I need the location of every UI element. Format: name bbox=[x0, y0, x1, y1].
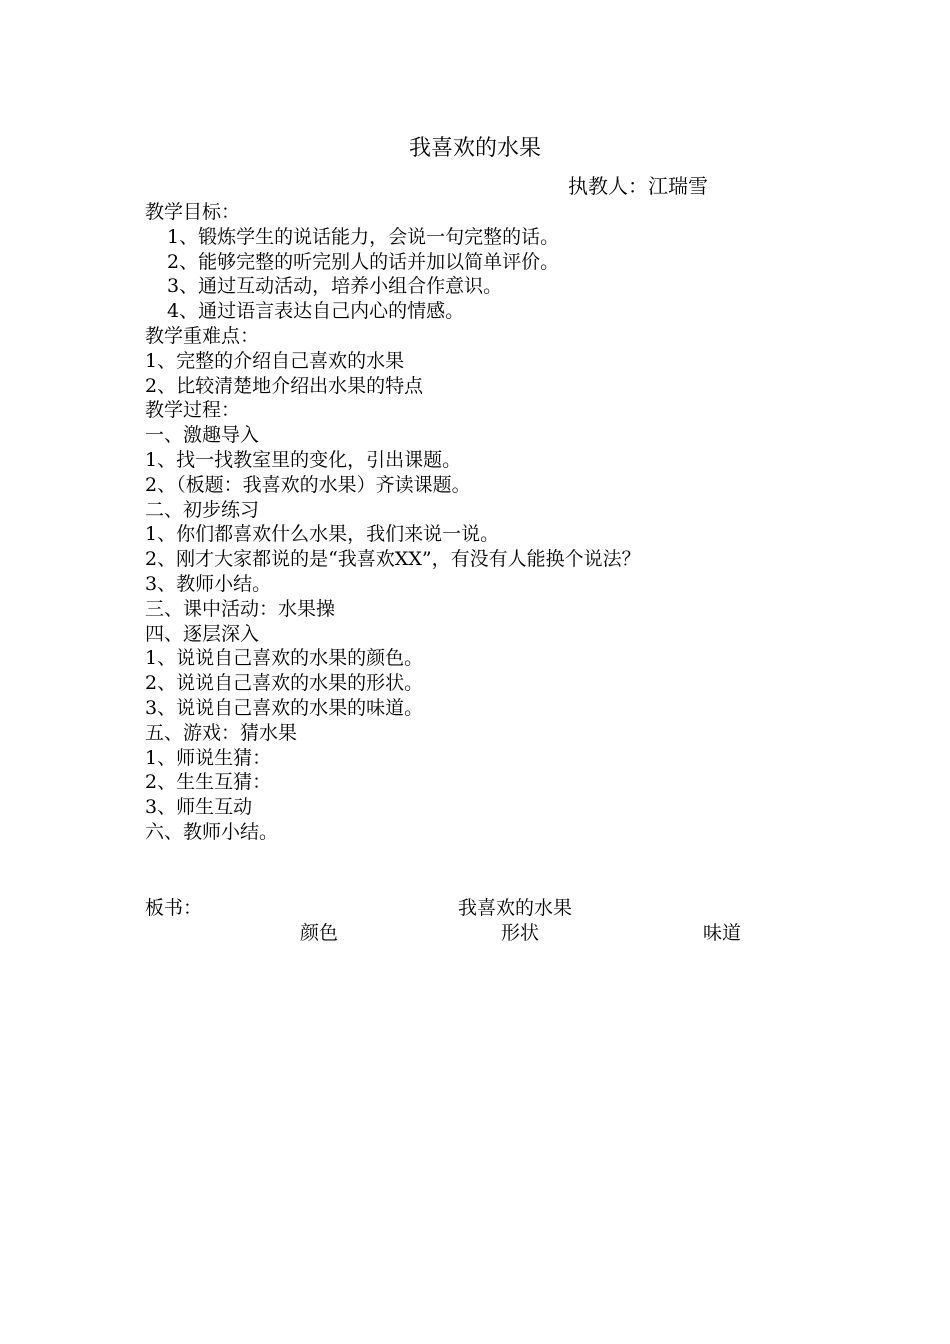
goal-item: 1、锻炼学生的说话能力，会说一句完整的话。 bbox=[167, 225, 560, 248]
key-point-item: 1、完整的介绍自己喜欢的水果 bbox=[145, 349, 405, 372]
process-heading: 教学过程： bbox=[145, 399, 241, 422]
board-item-taste: 味道 bbox=[703, 922, 742, 944]
process-section-4: 四、逐层深入 bbox=[145, 622, 260, 645]
process-item: 1、说说自己喜欢的水果的颜色。 bbox=[145, 647, 424, 670]
goals-heading: 教学目标： bbox=[145, 201, 241, 223]
process-section-1: 一、激趣导入 bbox=[145, 424, 260, 447]
key-points-heading: 教学重难点： bbox=[145, 324, 260, 347]
board-title: 我喜欢的水果 bbox=[458, 897, 573, 919]
process-section-2: 二、初步练习 bbox=[145, 498, 260, 521]
process-section-5: 五、游戏：猜水果 bbox=[145, 721, 298, 744]
board-item-color: 颜色 bbox=[300, 922, 339, 944]
document-title: 我喜欢的水果 bbox=[408, 136, 541, 161]
process-item: 1、师说生猜： bbox=[145, 746, 272, 769]
process-item: 3、师生互动 bbox=[145, 796, 253, 819]
process-item: 2、（板题：我喜欢的水果）齐读课题。 bbox=[145, 473, 471, 496]
process-item: 2、说说自己喜欢的水果的形状。 bbox=[145, 672, 424, 695]
process-item: 1、找一找教室里的变化，引出课题。 bbox=[145, 448, 462, 471]
goal-item: 2、能够完整的听完别人的话并加以简单评价。 bbox=[167, 250, 560, 273]
board-label: 板书： bbox=[145, 897, 203, 919]
goal-item: 4、通过语言表达自己内心的情感。 bbox=[167, 300, 465, 323]
process-section-3: 三、课中活动：水果操 bbox=[145, 597, 336, 620]
process-item: 2、生生互猜： bbox=[145, 771, 272, 794]
key-point-item: 2、比较清楚地介绍出水果的特点 bbox=[145, 374, 424, 397]
process-item: 2、刚才大家都说的是“我喜欢XX”，有没有人能换个说法？ bbox=[145, 548, 641, 571]
author-line: 执教人：江瑞雪 bbox=[568, 174, 708, 198]
process-item: 3、说说自己喜欢的水果的味道。 bbox=[145, 696, 424, 719]
board-item-shape: 形状 bbox=[501, 922, 540, 944]
goal-item: 3、通过互动活动，培养小组合作意识。 bbox=[167, 275, 503, 298]
process-item: 3、教师小结。 bbox=[145, 572, 272, 595]
process-item: 1、你们都喜欢什么水果，我们来说一说。 bbox=[145, 523, 500, 546]
process-section-6: 六、教师小结。 bbox=[145, 820, 279, 843]
lesson-plan-body bbox=[145, 200, 845, 845]
